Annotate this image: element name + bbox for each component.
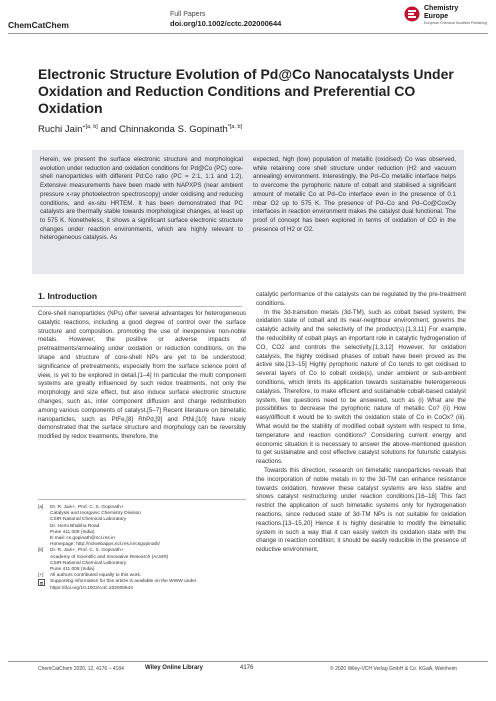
author-list (38, 124, 468, 135)
footnote-line: CSIR-National Chemical Laboratory (50, 560, 127, 566)
footer-divider (8, 661, 488, 662)
section-heading: 1. Introduction (38, 291, 98, 301)
footnote-tag: [a] (38, 505, 44, 510)
footnote-line: Academy of Scientific and Innovative Research (AcSIR) (50, 554, 169, 560)
logo-tagline: European Chemical Societies Publishing (424, 21, 488, 25)
footnote-b (38, 548, 248, 573)
footnote-line: Dr. R. Jain+, Prof. C. S. Gopinath+ (50, 548, 124, 554)
footnote-line: Pune 411 008 (India) (50, 567, 95, 573)
logo-line1: Chemistry (424, 5, 459, 12)
author-1[interactable]: Ruchi Jain (38, 124, 83, 136)
wiley-online-library-link[interactable]: Wiley Online Library (145, 665, 203, 671)
footnote-tag: [b] (38, 548, 44, 554)
footnote-line: Dr. Homi Bhabha Road (50, 523, 100, 529)
paragraph: Towards this direction, research on bimetallic nanoparticles reveals that the incorporation of noble metals in to the 3d-TM can enhance resistance towards oxidation, however these catalyst systems are less stable and shows catalyst restructuring under reaction conditions.[16–18] This fact restrict the application of such bimetallic systems only for hydrogenation reactions, since reduced state of 3d-TM NPs is not suitable for oxidation reactions.[13–15,20] Hence it is highly desirable to modify the bimetallic system in such a way that it can easily switch its oxidation state with the change in reaction condition; it should be easily reducible in the presence of reductive environment, (256, 466, 466, 554)
document-icon (38, 579, 45, 586)
footnote-line: Catalysis and Inorganic Chemistry Division (50, 511, 141, 517)
article-title: Electronic Structure Evolution of Pd@Co Nanocatalysts Under Oxidation and Reduction Conditions and Preferential CO Oxidation (38, 66, 454, 116)
body-right-column (256, 291, 466, 555)
homepage-link[interactable]: Homepage: http://nclwebapps.ncl.res.in/csgopinath/ (50, 542, 160, 548)
footer-copyright: © 2020 Wiley-VCH Verlag GmbH & Co. KGaA, Weinheim (330, 666, 457, 672)
chemistry-europe-logo-icon (404, 6, 420, 22)
paragraph: In the 3d-transition metals (3d-TM), such as cobalt based system, the oxidation state of cobalt and its near-neighbour environment, governs the catalytic activity and the selectivity of the product(s).[1,3,11] For example, the reducibility of cobalt plays an important role in catalytic hydrogenation of CO, CO2 and controls the selectivity.[1,3,12] However, for oxidation catalysis, the highly oxidised phases of cobalt have been proved as the active site.[13–15] Highly pyrophoric nature of Co tends to get oxidised to several layers of Co to cobalt oxide(s), under ambient or sub-ambient conditions, which limits its application towards sustainable heterogeneous catalysis. Therefore, to make efficient and sustainable cobalt-based catalyst system, few questions need to be answered, such as (i) What are the possibilities to decrease the pyrophoric nature of metallic Co? (ii) How easy/difficult it would be to switch the oxidation state of Co in CoOx? (iii). What would be the stability of modified cobalt system with respect to time, temperature and reaction conditions? Considering current energy and economic situation it is necessary to answer the above-mentioned question to get sustainable and cost effective catalyst solutions for futuristic catalysis reactions. (256, 308, 466, 466)
paragraph: catalytic performance of the catalysts can be regulated by the pre-treatment conditions. (256, 291, 466, 307)
author-2-affil: *[a, b] (227, 124, 243, 130)
footnote-a (38, 505, 248, 548)
author-1-affil: +[a, b] (82, 124, 98, 130)
footnote-line: CSIR-National Chemical Laboratory (50, 517, 127, 523)
logo-line2: Europe (424, 13, 449, 20)
footnote-line: Pune 411 008 (India) (50, 529, 95, 535)
footer-citation: ChemCatChem 2020, 12, 4176 – 4184 (38, 666, 124, 672)
author-conj: and (97, 124, 119, 136)
supporting-info[interactable] (38, 579, 248, 591)
abstract-box (32, 150, 464, 274)
publisher-logo[interactable] (404, 4, 488, 32)
supporting-info-text[interactable]: Supporting information for this article is available on the WWW under https://doi.org/10.1002/cctc.202000644 (50, 579, 197, 591)
email-link[interactable]: E-mail: cs.gopinath@ncl.res.in (50, 536, 115, 542)
footnotes (38, 505, 248, 592)
abstract-col-1: Herein, we present the surface electronic structure and morphological evolution under reduction and oxidation conditions for Pd@Co (PC) core-shell nanoparticles with different Pd:Co ratio (PC = 2:1, 1:1 and 1:2). Extensive measurements have been made with NAPXPS (near ambient pressure x-ray photoelectron spectroscopy) under oxidising and reducing conditions, and ex-situ HRTEM. It has been demonstrated that PC catalysts are thermally stable towards morphological changes, at least up to 575 K. Nonetheless, it shows a significant surface electronic structure changes under reaction environments, which are highly relevant to heterogeneous catalysis. As (40, 156, 243, 242)
article-type: Full Papers (170, 11, 206, 18)
journal-name: ChemCatChem (8, 20, 69, 30)
doi-link[interactable]: doi.org/10.1002/cctc.202000644 (170, 19, 282, 28)
article-meta (170, 10, 281, 28)
abstract-col-2: expected, high (low) population of metallic (oxidised) Co was observed, while retaining core shell structure under reduction (H2 and vacuum annealing) environment. Interestingly, the Pd–Co metallic interface helps to overcome the pyrophoric nature of cobalt and stabilised a significant amount of metallic Co at Pd–Co interface even in the presence of 0.1 mbar O2 up to 575 K. The presence of Pd–Co and Pd–Co@CoxOy interfaces in reaction environment makes the catalyst dual functional. The proof of concept has been explored in terms of oxidation of CO in the presence of H2 or O2. (253, 156, 456, 233)
paragraph: Core-shell nanoparticles (NPs) offer several advantages for heterogeneous catalytic reactions, including a good degree of control over the surface structure and composition, promoting the use of inexpensive non-noble metals. However, the positive or adverse impacts of pretreatments/annealing under oxidation or reduction conditions, on the shape and structure of core-shell NPs are yet to be understood; significance of pretreatments, especially from the surface science point of view, is yet to be explored in detail.[1–4] In particular the multi component systems are greatly influenced by such redox treatments, not only the morphology and size effect, but also induce surface electronic structure changes, such as, inter component diffusion and charge redistribution among various components of catalyst.[5–7] Recent literature on bimetallic nanoparticles, such as PtFe,[8] RhPd,[9] and PtNi,[10] have nicely demonstrated that the surface structure and morphology can be reversibly modified by redox treatments, therefore, the (38, 310, 246, 441)
footnote-divider (38, 499, 246, 500)
author-2[interactable]: Chinnakonda S. Gopinath (118, 124, 228, 136)
footnote-tag: [+] (38, 573, 44, 579)
body-left-column (38, 310, 246, 442)
section-divider (32, 306, 242, 307)
header-divider (8, 33, 488, 34)
footnote-line: All authors contributed equally to this work. (50, 573, 142, 579)
page-number: 4176 (240, 665, 254, 671)
footnote-line: Dr. R. Jain+, Prof. C. S. Gopinath+ (50, 505, 124, 510)
